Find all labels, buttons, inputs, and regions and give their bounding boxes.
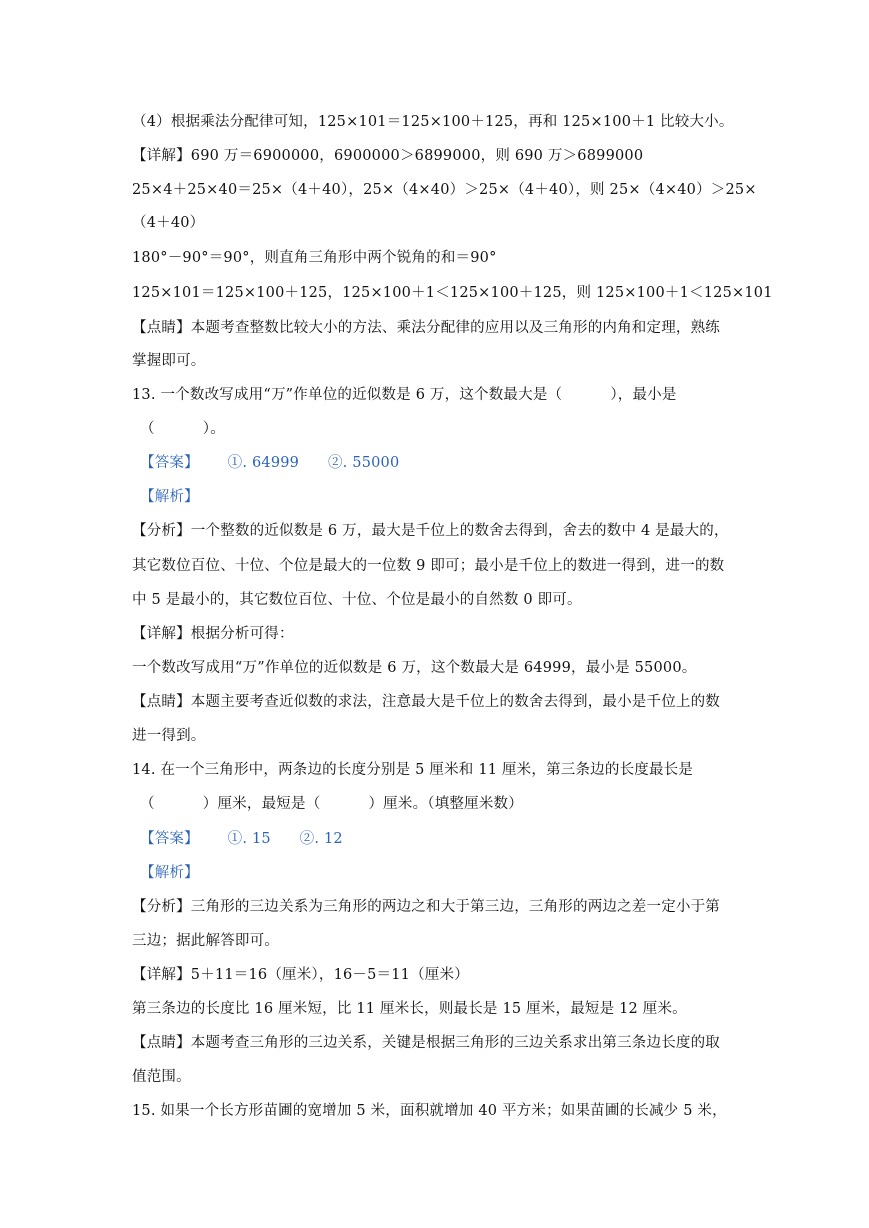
text-line: 掌握即可。 <box>132 353 206 369</box>
text-line: 【点睛】本题考查三角形的三边关系，关键是根据三角形的三边关系求出第三条边长度的取 <box>132 1035 720 1051</box>
text-line: （ ）厘米，最短是（ ）厘米。（填整厘米数） <box>140 796 523 812</box>
text-line: 【详解】5＋11＝16（厘米），16－5＝11（厘米） <box>132 967 469 983</box>
text-line: 【点睛】本题考查整数比较大小的方法、乘法分配律的应用以及三角形的内角和定理，熟练 <box>132 320 720 336</box>
text-line: 进一得到。 <box>132 728 206 744</box>
text-line: （4＋40） <box>132 215 205 231</box>
text-line: 125×101＝125×100＋125，125×100＋1＜125×100＋125，则 125×100＋1＜125×101 <box>132 285 773 301</box>
analysis-label: 【解析】 <box>140 865 199 881</box>
question-13: 13. 一个数改写成用“万”作单位的近似数是 6 万，这个数最大是（ ），最小是 <box>132 387 677 403</box>
text-line: （ ）。 <box>140 421 225 437</box>
text-line: 【点睛】本题主要考查近似数的求法，注意最大是千位上的数舍去得到，最小是千位上的数 <box>132 694 720 710</box>
answer-label: 【答案】 ①. 64999 ②. 55000 <box>140 455 400 471</box>
text-line: 中 5 是最小的，其它数位百位、十位、个位是最小的自然数 0 即可。 <box>132 592 582 608</box>
text-line: 【详解】690 万＝6900000，6900000＞6899000，则 690 万＞6899000 <box>132 148 644 164</box>
text-line: 【分析】三角形的三边关系为三角形的两边之和大于第三边，三角形的两边之差一定小于第 <box>132 899 720 915</box>
text-line: 值范围。 <box>132 1069 191 1085</box>
text-line: 180°－90°＝90°，则直角三角形中两个锐角的和＝90° <box>132 250 497 266</box>
text-line: 一个数改写成用“万”作单位的近似数是 6 万，这个数最大是 64999，最小是 55000。 <box>132 660 697 676</box>
text-line: 其它数位百位、十位、个位是最大的一位数 9 即可；最小是千位上的数进一得到，进一的数 <box>132 558 725 574</box>
text-line: 【详解】根据分析可得： <box>132 626 294 642</box>
text-line: 25×4＋25×40＝25×（4＋40），25×（4×40）＞25×（4＋40），则 25×（4×40）＞25× <box>132 182 757 198</box>
question-15: 15. 如果一个长方形苗圃的宽增加 5 米，面积就增加 40 平方米；如果苗圃的长减少 5 米， <box>132 1103 727 1119</box>
text-line: 第三条边的长度比 16 厘米短，比 11 厘米长，则最长是 15 厘米，最短是 12 厘米。 <box>132 1001 687 1017</box>
analysis-label: 【解析】 <box>140 489 199 505</box>
text-line: （4）根据乘法分配律可知，125×101＝125×100＋125，再和 125×100＋1 比较大小。 <box>132 114 734 130</box>
answer-label: 【答案】 ①. 15 ②. 12 <box>140 831 343 847</box>
text-line: 【分析】一个整数的近似数是 6 万，最大是千位上的数舍去得到，舍去的数中 4 是最大的， <box>132 523 729 539</box>
question-14: 14. 在一个三角形中，两条边的长度分别是 5 厘米和 11 厘米，第三条边的长度最长是 <box>132 762 694 778</box>
text-line: 三边；据此解答即可。 <box>132 933 279 949</box>
